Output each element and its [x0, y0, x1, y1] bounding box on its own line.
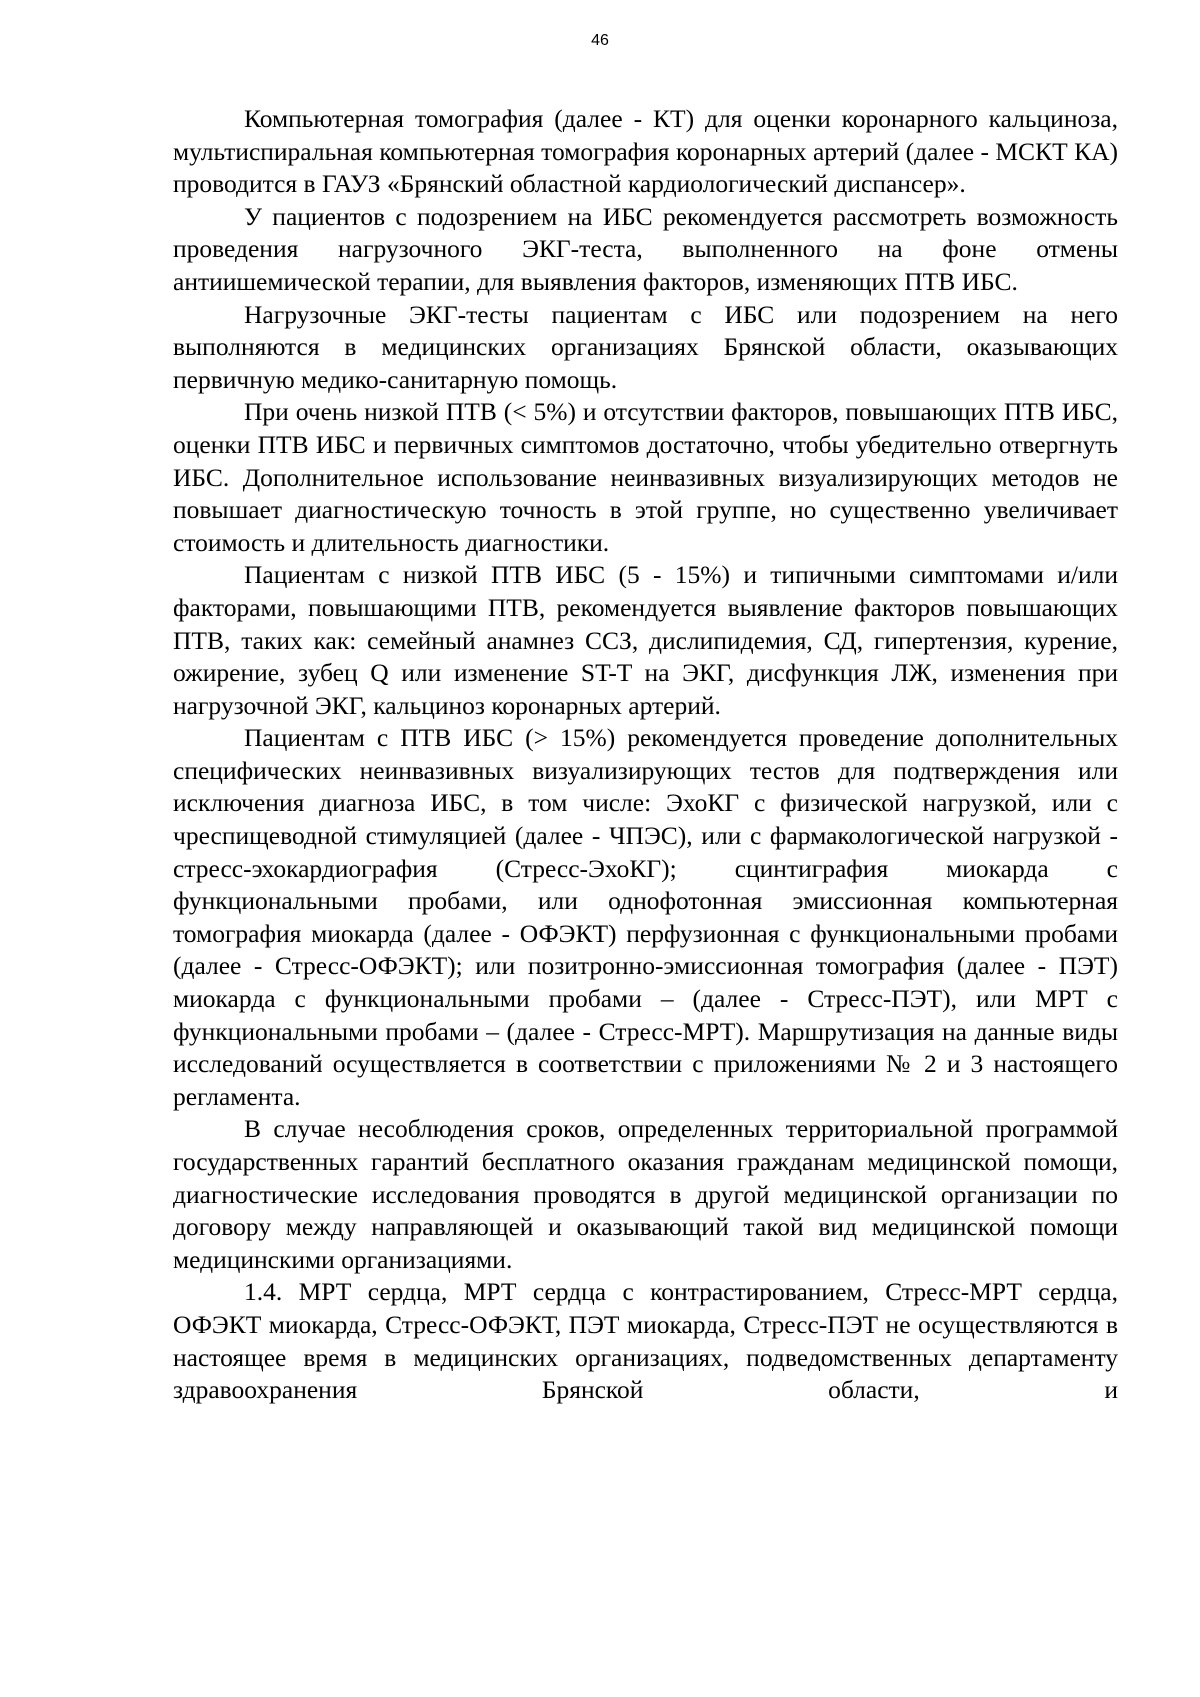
paragraph-ecg-tests-organizations: Нагрузочные ЭКГ-тесты пациентам с ИБС или подозрением на него выполняются в медицинских организациях Брянской области, оказывающих первичную медико-санитарную помощь.: [173, 299, 1118, 394]
paragraph-high-ptv: Пациентам с ПТВ ИБС (> 15%) рекомендуется проведение дополнительных специфических неинвазивных визуализирующих тестов для подтверждения или исключения диагноза ИБС, в том числе: ЭхоКГ с физической нагрузкой, или с чреспищеводной стимуляцией (далее - ЧПЭС), или с фармакологической нагрузкой - стресс-эхокардиография (Стресс-ЭхоКГ); сцинтиграфия миокарда с функциональными пробами, или однофотонная эмиссионная компьютерная томография миокарда (далее - ОФЭКТ) перфузионная с функциональными пробами (далее - Стресс-ОФЭКТ); или позитронно-эмиссионная томография (далее - ПЭТ) миокарда с функциональными пробами – (далее - Стресс-ПЭТ), или МРТ с функциональными пробами – (далее - Стресс-МРТ). Маршрутизация на данные виды исследований осуществляется в соответствии с приложениями № 2 и 3 настоящего регламента.: [173, 723, 1118, 1111]
paragraph-ct-calcinosis: Компьютерная томография (далее - КТ) для оценки коронарного кальциноза, мультиспиральная компьютерная томография коронарных артерий (далее - МСКТ КА) проводится в ГАУЗ «Брянский областной кардиологический диспансер».: [173, 104, 1118, 199]
paragraph-very-low-ptv: При очень низкой ПТВ (< 5%) и отсутствии факторов, повышающих ПТВ ИБС, оценки ПТВ ИБС и первичных симптомов достаточно, чтобы убедительно отвергнуть ИБС. Дополнительное использование неинвазивных визуализирующих методов не повышает диагностическую точность в этой группе, но существенно увеличивает стоимость и длительность диагностики.: [173, 397, 1118, 557]
paragraph-low-ptv: Пациентам с низкой ПТВ ИБС (5 - 15%) и типичными симптомами и/или факторами, повышающими ПТВ, рекомендуется выявление факторов повышающих ПТВ, таких как: семейный анамнез ССЗ, дислипидемия, СД, гипертензия, курение, ожирение, зубец Q или изменение ST-T на ЭКГ, дисфункция ЛЖ, изменения при нагрузочной ЭКГ, кальциноз коронарных артерий.: [173, 560, 1118, 720]
document-body: [173, 103, 1118, 1407]
paragraph-ecg-test-recommendation: У пациентов с подозрением на ИБС рекомендуется рассмотреть возможность проведения нагрузочного ЭКГ-теста, выполненного на фоне отмены антиишемической терапии, для выявления факторов, изменяющих ПТВ ИБС.: [173, 201, 1118, 296]
page-number: 46: [591, 32, 609, 49]
paragraph-section-1-4: 1.4. МРТ сердца, МРТ сердца с контрастированием, Стресс-МРТ сердца, ОФЭКТ миокарда, Стресс-ОФЭКТ, ПЭТ миокарда, Стресс-ПЭТ не осуществляются в настоящее время в медицинских организациях, подведомственных департаменту здравоохранения Брянской области, и: [173, 1277, 1118, 1405]
paragraph-deadlines: В случае несоблюдения сроков, определенных территориальной программой государственных гарантий бесплатного оказания гражданам медицинской помощи, диагностические исследования проводятся в другой медицинской организации по договору между направляющей и оказывающий такой вид медицинской помощи медицинскими организациями.: [173, 1114, 1118, 1274]
